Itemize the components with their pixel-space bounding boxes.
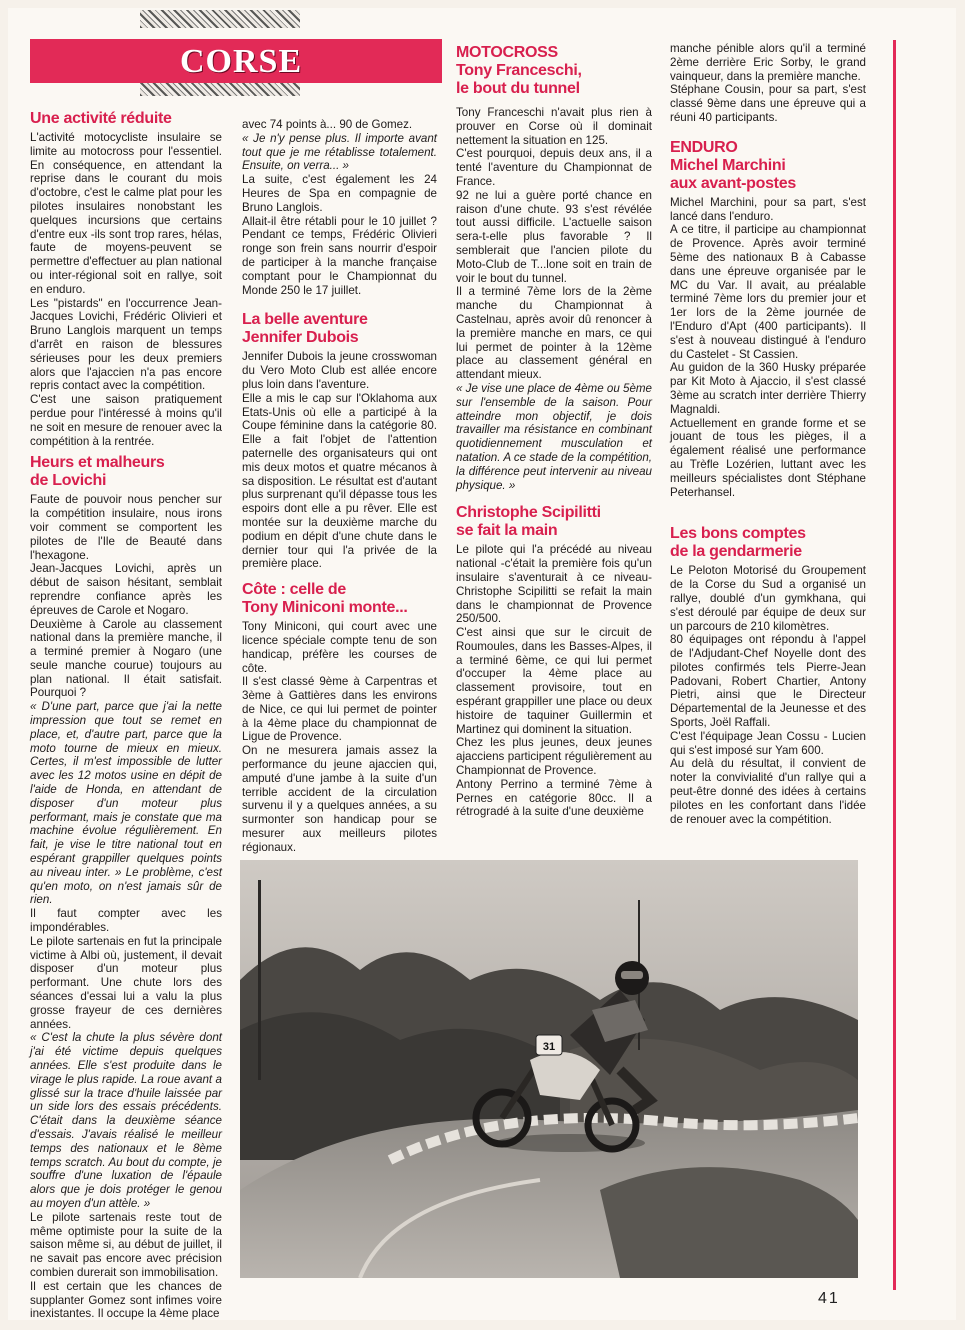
headline-line: Tony Miniconi monte... — [242, 599, 408, 617]
headline-line: de Lovichi — [30, 472, 107, 490]
section-title: CORSE — [180, 43, 303, 80]
headline-line: aux avant-postes — [670, 174, 796, 192]
column-2 — [242, 118, 437, 855]
paragraph: Au delà du résultat, il convient de noter la convivialité d'un rallye qui a peut-être donné des idées à certains pilotes en les confortant dans l'idée de renouer avec la compétition. — [670, 757, 866, 826]
paragraph: Actuellement en grande forme et se jouant de tous les pièges, il a également réalisé une performance au Trèfle Lozérien, luttant avec les meilleurs spécialistes dont Stéphane Peterhansel. — [670, 416, 866, 499]
paragraph: Les "pistards" en l'occurrence Jean-Jacques Lovichi, Frédéric Olivieri et Bruno Langlois marquent un temps d'arrêt en raison de blessures sérieuses pour les deux premiers alors que l'ajaccien n'a pas encore repris contact avec la compétition. — [30, 296, 222, 393]
headline-line: Côte : celle de — [242, 581, 346, 599]
quote: « Je vise une place de 4ème ou 5ème sur l'ensemble de la saison. Pour atteindre mon objectif, je dois travailler ma résistance en combinant quotidiennement musculation et natation. A ce stade de la compétition, la différence peut intervenir au niveau physique. » — [456, 381, 652, 492]
headline-miniconi — [242, 581, 437, 617]
paragraph: On ne mesurera jamais assez la performance du jeune ajaccien qui, amputé d'une jambe à la suite d'un terrible accident de la circulation survenu il y a quelques années, a su surmonter son handicap pour se mesurer aux meilleurs pilotes régionaux. — [242, 744, 437, 854]
paragraph: 92 ne lui a guère porté chance en raison d'une chute. 93 s'est révélée tout aussi difficile. L'actuelle saison sera-t-elle plus favorable ? Il semblerait que l'ancien pilote du Moto-Club de T...lone soit en train de voir le bout du tunnel. — [456, 188, 652, 285]
headline-scipilitti — [456, 504, 652, 540]
headline-line: ENDURO — [670, 138, 738, 156]
headline-enduro — [670, 139, 866, 193]
paragraph: Le pilote qui l'a précédé au niveau national -c'était la première fois qu'un insulaire s'aventurait à ce niveau- Christophe Scipilitti se refait la main dans le championnat de Provence 250/500. — [456, 543, 652, 626]
paragraph: C'est pourquoi, depuis deux ans, il a tenté l'aventure du Championnat de France. — [456, 147, 652, 188]
headline-jennifer — [242, 311, 437, 347]
headline-line: Les bons comptes — [670, 525, 806, 543]
page-number: 41 — [818, 1290, 840, 1307]
headline-line: le bout du tunnel — [456, 80, 580, 97]
paragraph: Il s'est classé 9ème à Carpentras et 3ème à Gattières dans les environs de Nice, ce qui lui permet de pointer à la 4ème place du championnat de Ligue de Provence. — [242, 675, 437, 744]
column-1 — [30, 110, 222, 1321]
paragraph: C'est ainsi que sur le circuit de Roumoules, dans les Basses-Alpes, il a terminé 6ème, ce qui lui permet d'occuper la 4ème place au classement provisoire, tout en espérant grappiller une place ou deux histoire de taquiner Guillermin et Martinez qui dominent la situation. — [456, 626, 652, 736]
paragraph: A ce titre, il participe au championnat de Provence. Après avoir terminé 5ème des nationaux B à Cabasse dans une épreuve organisée par le MC du Var. Il avait, au préalable terminé 7ème lors du premier jour et 1er lors de la 2ème journée de l'Enduro d'Apt (400 participants). Il s'est à nouveau distingué à l'enduro du Castelet - St Cassien. — [670, 223, 866, 361]
paragraph: Le Peloton Motorisé du Groupement de la Corse du Sud a organisé un rallye, doublé d'un gymkhana, qui s'est déroulé par équipe de deux sur un parcours de 210 kilomètres. — [670, 564, 866, 633]
paragraph: Allait-il être rétabli pour le 10 juillet ? Pendant ce temps, Frédéric Olivieri ronge son frein sans nourrir d'espoir de participer à la manche française comptant pour le Championnat du Monde 250 le 17 juillet. — [242, 214, 437, 297]
headline-line: La belle aventure — [242, 311, 368, 329]
page-edge-rule — [893, 40, 896, 1290]
paragraph: manche pénible alors qu'il a terminé 2ème derrière Eric Sorby, le grand vainqueur, dans la première manche. — [670, 42, 866, 83]
headline-activite: Une activité réduite — [30, 110, 172, 127]
headline-line: MOTOCROSS — [456, 44, 558, 61]
paragraph: C'est une saison pratiquement perdue pour l'intéressé à moins qu'il ne soit en mesure de renouer avec la compétition à la rentrée. — [30, 393, 222, 448]
headline-line: Michel Marchini — [670, 156, 786, 174]
banner-texture-bottom — [140, 82, 300, 96]
motorcycle-photo — [240, 860, 858, 1278]
paragraph: Il faut compter avec les impondérables. — [30, 907, 222, 935]
headline-line: se fait la main — [456, 522, 558, 540]
headline-line: Jennifer Dubois — [242, 329, 359, 347]
banner-texture-top — [140, 10, 300, 28]
paragraph: Chez les plus jeunes, deux jeunes ajacciens participent régulièrement au Championnat de Provence. — [456, 736, 652, 778]
paragraph: Tony Franceschi n'avait plus rien à prouver en Corse où il dominait nettement la situation en 125. — [456, 106, 652, 147]
headline-line: Tony Franceschi, — [456, 62, 582, 79]
headline-line: Heurs et malheurs — [30, 454, 165, 472]
paragraph: Antony Perrino a terminé 7ème à Pernes en catégorie 80cc. Il a rétrogradé à la suite d'une deuxième — [456, 777, 652, 819]
paragraph: Michel Marchini, pour sa part, s'est lancé dans l'enduro. — [670, 195, 866, 223]
paragraph: La suite, c'est également les 24 Heures de Spa en compagnie de Bruno Langlois. — [242, 173, 437, 214]
quote: « D'une part, parce que j'ai la nette impression que tout se remet en place, et, d'autre part, parce que la moto tourne de mieux en mieux. Certes, il m'est impossible de lutter avec les 12 motos usine en dépit de l'aide de Honda, en attendant de disposer d'un moteur plus performant, mais je constate que ma machine évolue régulièrement. En fait, je vise le titre national tout en espérant grappiller quelques points au niveau inter. » Le problème, c'est qu'en moto, on n'est jamais sûr de rien. — [30, 700, 222, 907]
paragraph: avec 74 points à... 90 de Gomez. — [242, 118, 413, 131]
paragraph: Il a terminé 7ème lors de la 2ème manche du Championnat à Castelnau, après avoir dû renoncer à la première manche en mars, ce qui lui permet de pointer à la 12ème place au classement général en attendant mieux. — [456, 285, 652, 382]
paragraph: Jennifer Dubois la jeune crosswoman du Vero Moto Club est allée encore plus loin dans l'aventure. — [242, 350, 437, 391]
headline-lovichi — [30, 454, 222, 490]
photo-illustration — [240, 860, 858, 1278]
paragraph: 80 équipages ont répondu à l'appel de l'Adjudant-Chef Noyelle dont des pilotes confirmés tels Pierre-Jean Padovani, Robert Chartier, Antony Pietri, ainsi que le Directeur Départemental de la Jeunesse et des Sports, Joël Raffali. — [670, 633, 866, 730]
paragraph: Faute de pouvoir nous pencher sur la compétition insulaire, nous irons voir comment se comportent les pilotes de l'Ile de Beauté dans l'hexagone. — [30, 493, 222, 562]
paragraph: Deuxième à Carole au classement national dans la première manche, il a terminé premier à Nogaro (une seule manche courue) toujours au plan national. Il était satisfait. Pourquoi ? — [30, 617, 222, 700]
paragraph: Au guidon de la 360 Husky préparée par Kit Moto à Ajaccio, il s'est classé 3ème au scratch inter derrière Thierry Magnaldi. — [670, 361, 866, 416]
headline-line: Christophe Scipilitti — [456, 504, 601, 522]
paragraph: C'est l'équipage Jean Cossu - Lucien qui s'est imposé sur Yam 600. — [670, 729, 866, 757]
paragraph: Le pilote sartenais en fut la principale victime à Albi où, justement, il devait disposer d'un moteur plus performant. Une chute lors des séances d'essai lui a valu la plus grosse frayeur de ces dernières années. — [30, 934, 222, 1031]
paragraph: L'activité motocycliste insulaire se limite au motocross pour l'essentiel. En conséquence, en attendant la reprise dans le courant du mois d'octobre, c'est le calme plat pour les pilotes insulaires nonobstant les quelques incursions que certains d'entre eux -ils sont trop rares, hélas, faute de moyens-peuvent se permettre d'effectuer au plan national ou inter-régional soit en rallye, soit en enduro. — [30, 131, 222, 296]
bike-number: 31 — [542, 1041, 556, 1053]
column-3 — [456, 44, 652, 819]
column-4 — [670, 42, 866, 826]
headline-motocross — [456, 44, 652, 98]
paragraph: Stéphane Cousin, pour sa part, s'est classé 9ème dans une épreuve qui a réuni 40 participants. — [670, 83, 866, 124]
quote: « C'est la chute la plus sévère dont j'ai été victime depuis quelques années. Elle s'est produite dans le virage le plus rapide. La roue avant a glissé sur la trace d'huile laissée par un side lors des essais précédents. C'était dans la deuxième séance d'essais. J'avais réalisé le meilleur temps des nationaux et le 8ème temps scratch. Au bout du compte, je souffre d'une luxation de l'épaule alors que je dois protéger le genou au moyen d'un attèle. » — [30, 1031, 222, 1210]
paragraph: Tony Miniconi, qui court avec une licence spéciale compte tenu de son handicap, préfère les courses de côte. — [242, 620, 437, 675]
quote: « Je n'y pense plus. Il importe avant tout que je me rétablisse totalement. Ensuite, on verra... » — [242, 131, 437, 173]
section-banner — [30, 39, 442, 83]
paragraph: Le pilote sartenais reste tout de même optimiste pour la suite de la saison même si, au début de juillet, il ne savait pas encore avec précision combien durerait son immobilisation. — [30, 1210, 222, 1279]
paragraph: Il est certain que les chances de supplanter Gomez sont infimes voire inexistantes. Il occupe la 4ème place — [30, 1279, 222, 1321]
headline-line: de la gendarmerie — [670, 543, 802, 561]
headline-gendarmerie — [670, 525, 866, 561]
paragraph: Jean-Jacques Lovichi, après un début de saison hésitant, semblait reprendre confiance après les épreuves de Carole et Nogaro. — [30, 562, 222, 617]
paragraph: Elle a mis le cap sur l'Oklahoma aux Etats-Unis où elle a participé à la Coupe féminine dans la catégorie 80. Elle a fait l'objet de l'attention paternelle des organisateurs qui ont mis deux motos et quatre mécanos à sa disposition. Le résultat est d'autant plus surprenant qu'il dépasse tous les espoirs dont elle a pu rêver. Elle est montée sur la deuxième marche du podium en dépit d'une chute dans le dernier tour qui l'a privée de la première place. — [242, 391, 437, 571]
